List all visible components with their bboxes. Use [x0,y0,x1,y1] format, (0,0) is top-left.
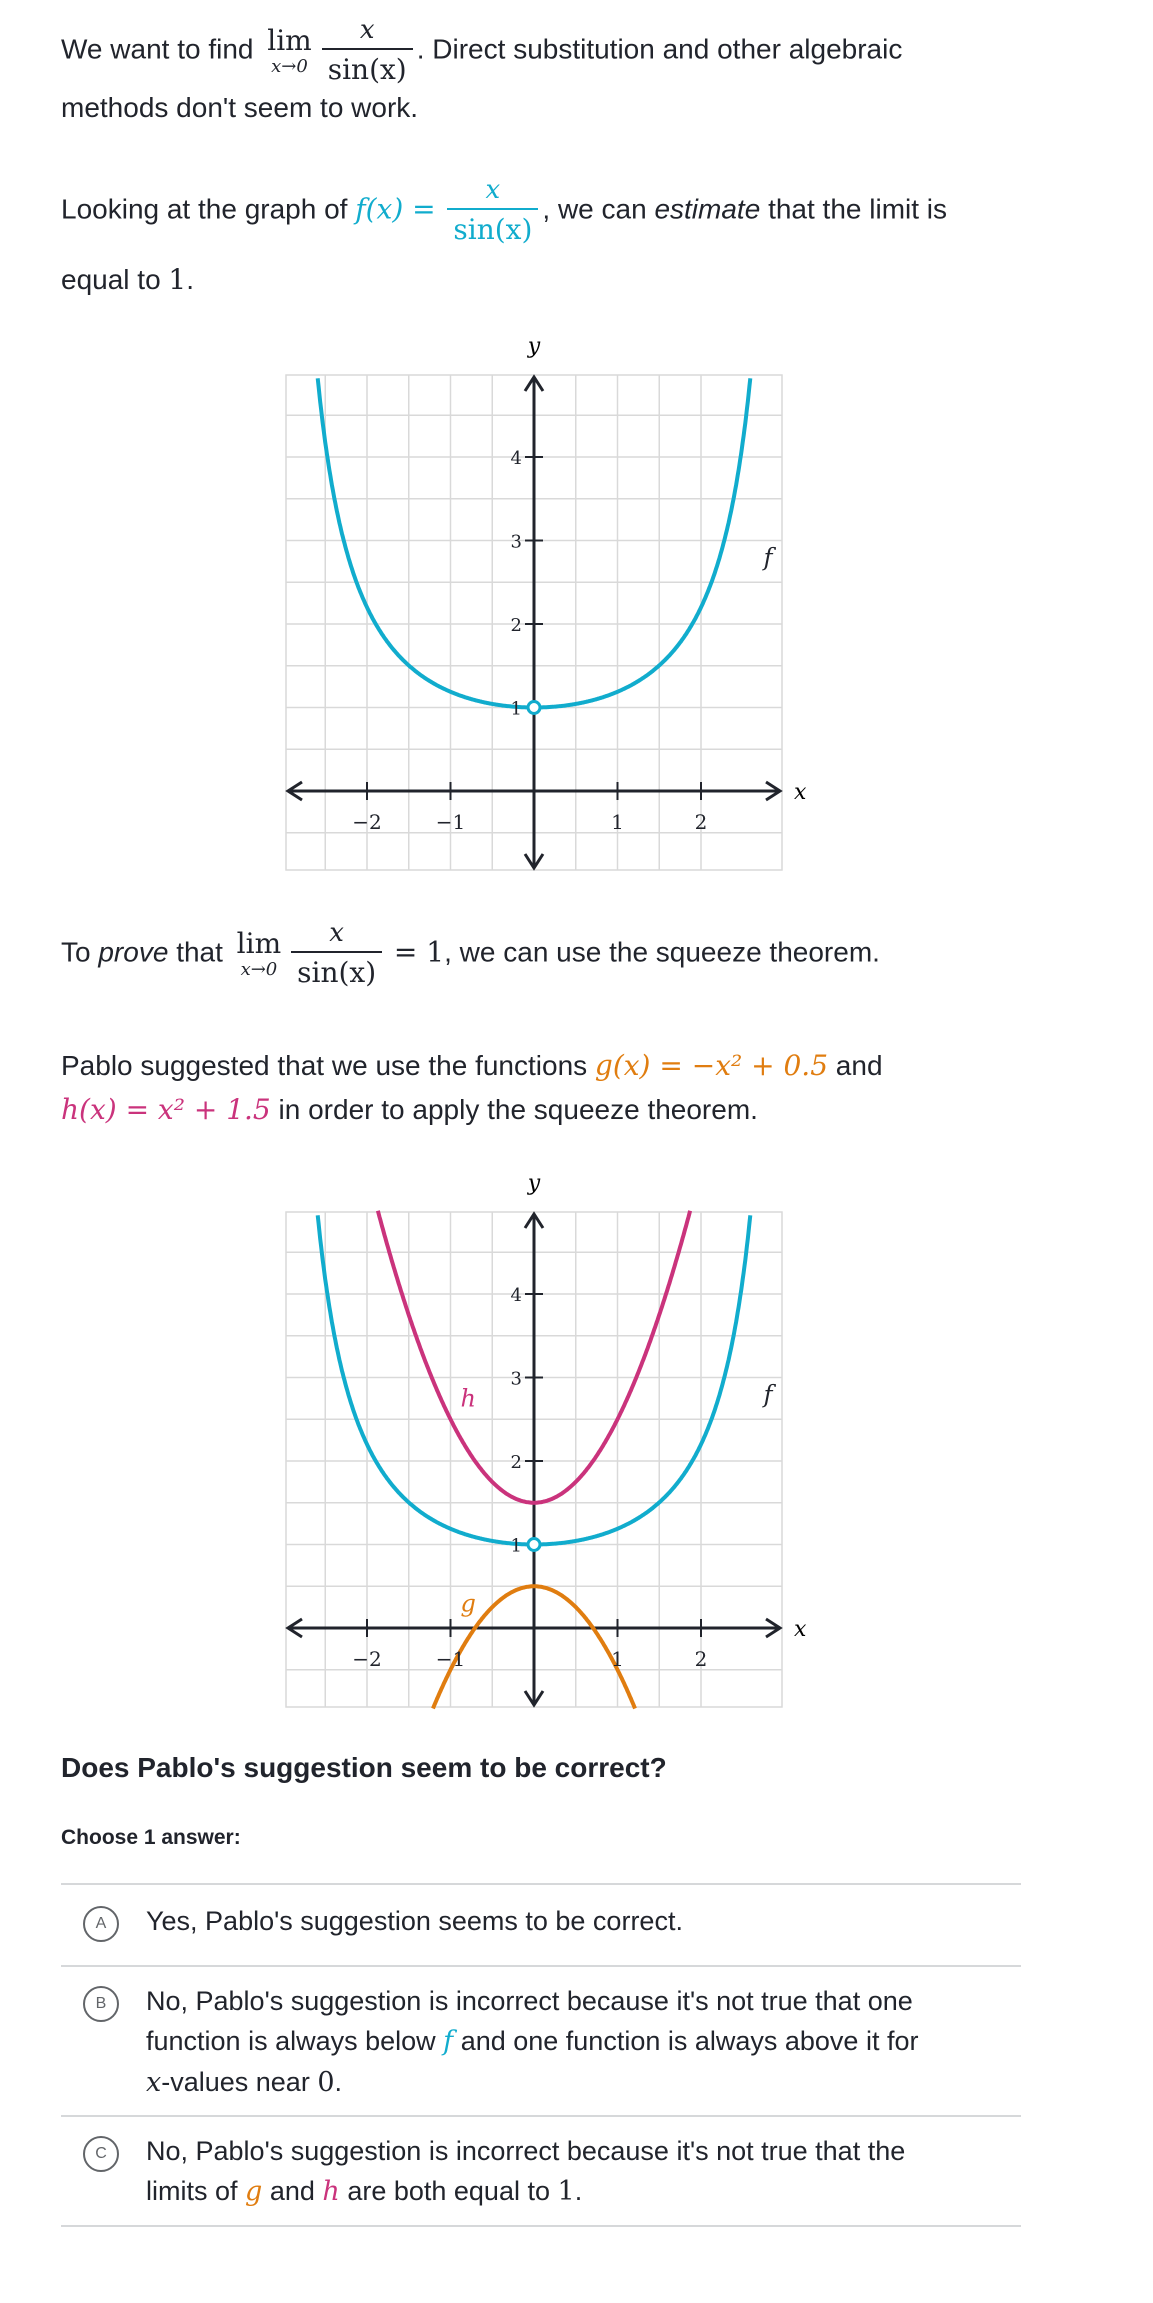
lim-subscript: x→0 [271,55,308,77]
y-tick-labels [511,448,522,720]
y-tick-label: 1 [510,1535,522,1557]
choice-c-and: and [269,2176,315,2206]
intro-text-c: methods don't seem to work. [61,92,419,123]
prove-paragraph [61,915,880,993]
y-tick-label: 1 [510,698,522,720]
prove-equals: = 1 [393,935,445,969]
prove-text-a: To [61,936,91,968]
prove-lim-word: lim [236,926,282,960]
y-tick-label: 4 [510,1285,522,1306]
f-label: f [763,543,773,572]
axes [288,377,780,868]
graph-f [282,325,807,885]
x-tick-label: 1 [611,810,624,834]
x-axis-label: x [794,1617,807,1642]
estimate-text-b: , we can [542,193,647,225]
divider [61,2225,1021,2227]
fraction-numerator: x [322,12,413,50]
h-label: h [460,1384,476,1413]
choice-b-x: x [146,2067,162,2098]
prove-limit [236,926,282,980]
question-text: Does Pablo's suggestion seem to be correct? [61,1752,667,1783]
choice-b-text [146,1981,1016,2103]
prove-text-c: , we can use the squeeze theorem. [444,936,880,968]
y-axis-label: y [527,334,541,359]
choice-letter-a: A [83,1906,119,1942]
x-tick-label: −2 [352,1647,382,1671]
estimate-text-d-line [61,258,194,302]
choice-c-one: 1 [557,2176,575,2207]
f-fraction-denominator: sin(x) [453,213,533,246]
period: . [186,264,195,295]
x-axis-label: x [794,780,807,805]
pablo-and: and [835,1050,883,1081]
prove-word: prove [98,936,169,968]
x-tick-label: −2 [352,810,382,834]
g-expression: g(x) = −x² + 0.5 [594,1049,829,1082]
choice-c-line1: No, Pablo's suggestion is incorrect because it's not true that the [146,2136,906,2166]
pablo-text-a: Pablo suggested that we use the functions [61,1050,588,1081]
f-hole-marker [528,702,540,714]
y-tick-label: 3 [510,1368,522,1390]
lim-word: lim [267,23,312,57]
y-tick-label: 4 [510,448,522,469]
choice-a-text: Yes, Pablo's suggestion seems to be correct. [146,1906,683,1936]
x-tick-label: −1 [435,810,466,834]
limit-expression [267,23,312,77]
limit-value: 1 [168,263,187,296]
estimate-text-c: that the limit is [768,193,948,225]
y-tick-labels [511,1285,522,1557]
choice-c-line2c: are both equal to [347,2176,550,2206]
choice-a[interactable] [61,1885,1021,1965]
choice-b-line2a: function is always below [146,2026,436,2056]
choice-b[interactable] [61,1967,1021,2115]
f-label: f [763,1380,773,1409]
g-label: g [460,1589,476,1618]
choice-c-text [146,2131,1016,2212]
choice-letter-b: B [83,1986,119,2022]
f-fraction-numerator: x [447,172,538,210]
choice-c-line2a: limits of [146,2176,238,2206]
estimate-paragraph [61,172,947,250]
choice-b-zero: 0 [317,2067,335,2098]
x-tick-labels [352,810,707,834]
choice-b-f: f [443,2026,454,2057]
fraction-denominator: sin(x) [327,53,407,86]
pablo-text-b: in order to apply the squeeze theorem. [278,1094,758,1125]
choice-b-line3b: -values near [161,2067,310,2097]
estimate-word: estimate [654,193,761,225]
choice-c-g: g [245,2176,263,2207]
estimate-text-a: Looking at the graph of [61,193,348,225]
intro-text-b: . Direct substitution and other algebraic [416,33,903,65]
prove-fraction [291,915,382,993]
axes [288,1214,780,1705]
prove-den: sin(x) [297,956,377,989]
choice-letter-c: C [83,2136,119,2172]
f-hole-marker [528,1539,540,1551]
h-expression: h(x) = x² + 1.5 [61,1093,271,1126]
x-tick-label: 1 [611,1647,624,1671]
choice-c[interactable] [61,2117,1021,2225]
choice-b-period: . [334,2067,343,2097]
estimate-text-d: equal to [61,264,161,295]
x-tick-label: 2 [694,1647,708,1671]
x-tick-labels [352,1647,707,1671]
prove-text-b: that [176,936,223,968]
y-tick-label: 2 [510,615,522,636]
f-definition: f(x) = [355,192,436,226]
prove-lim-sub: x→0 [240,958,278,980]
x-tick-label: −1 [435,1647,466,1671]
f-fraction [447,172,538,250]
y-tick-label: 2 [510,1452,522,1473]
y-axis-label: y [527,1171,541,1196]
choose-label: Choose 1 answer: [61,1826,241,1849]
intro-text-a: We want to find [61,33,254,65]
choice-c-h: h [322,2176,340,2207]
prove-num: x [291,915,382,953]
fraction [322,12,413,90]
pablo-paragraph [61,1044,1061,1132]
y-tick-label: 3 [510,531,522,553]
choice-b-line2b: and one function is always above it for [460,2026,919,2056]
choice-b-line1: No, Pablo's suggestion is incorrect because it's not true that one [146,1986,913,2016]
graph-f-g-h [282,1162,807,1722]
x-tick-label: 2 [694,810,708,834]
intro-paragraph [61,12,902,90]
choice-c-period: . [574,2176,583,2206]
